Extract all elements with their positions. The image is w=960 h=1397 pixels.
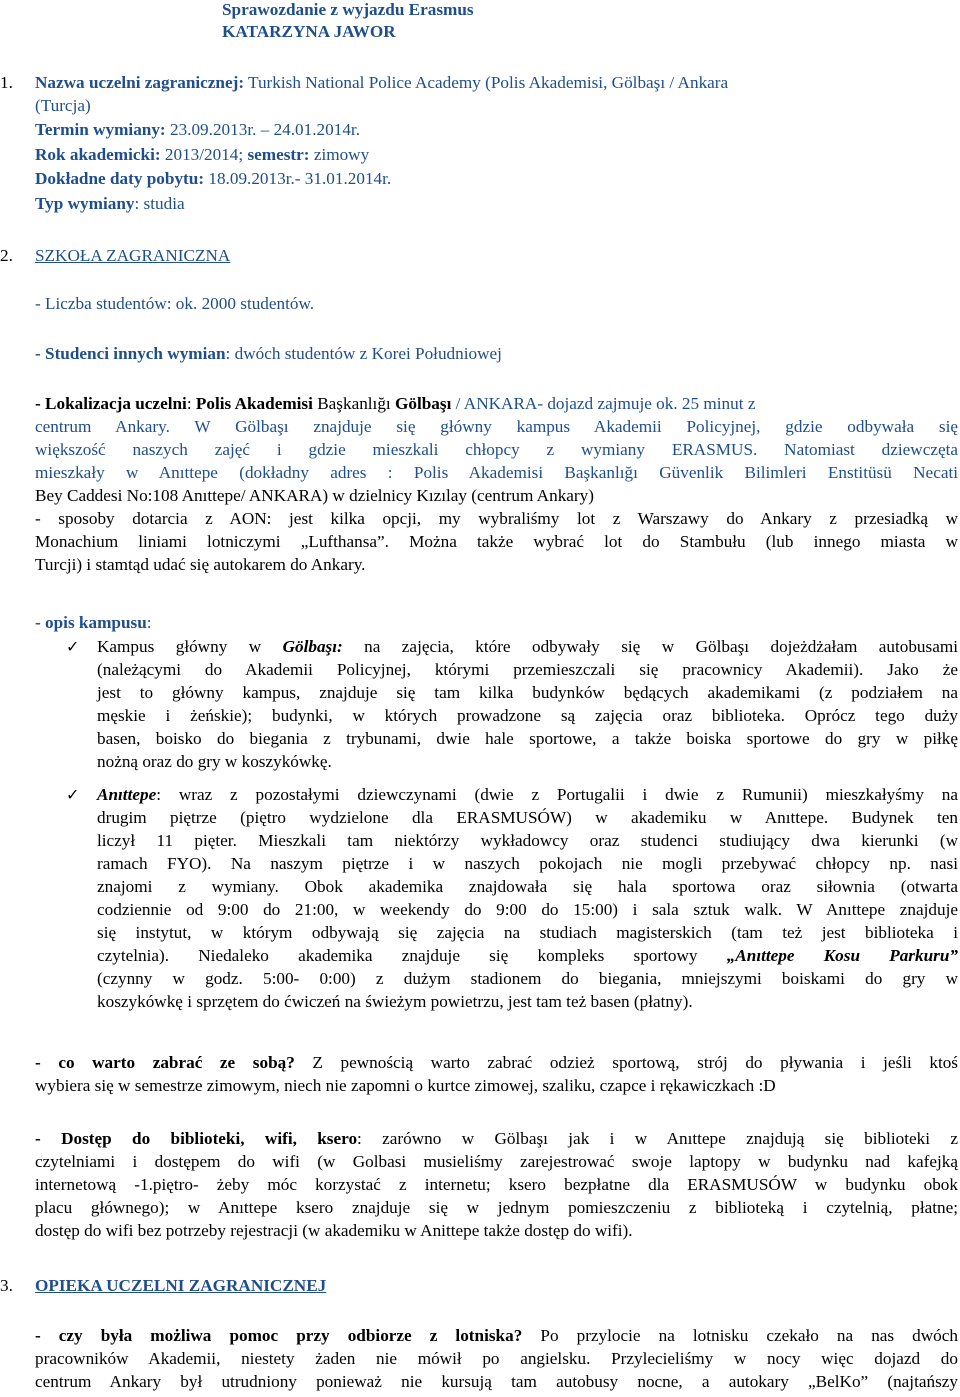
airport-pickup-paragraph: - czy była możliwa pomoc przy odbiorze z lotniska? Po przylocie na lotnisku czekało na nas dwóch pracowników Akademii, niestety żaden nie mówił po angielsku. Przylecieliśmy w nocy więc dojazd do centrum Ankary był utrudniony ponieważ nie kursują tam autobusy nocne, a autokary „BelKo” (najtańszy bbox=[35, 1326, 958, 1391]
author-name: KATARZYNA JAWOR bbox=[222, 22, 396, 41]
bullet-anittepe: Anıttepe: wraz z pozostałymi dziewczynami (dwie z Portugalii i dwie z Rumunii) mieszkałyśmy na drugim piętrze (piętro wydzielone dla ERASMUSÓW) w akademiku w Anıttepe. Budynek ten liczył 11 pięter. Mieszkali tam niektórzy wykładowcy oraz studenci studiujący dwa kierunki (w ramach FYO). Na naszym piętrze i w naszych pokojach nie mogli przebywać chłopcy np. nasi znajomi z wymiany. Obok akademika znajdowała się hala sportowa oraz siłownia (otwarta codziennie od 9:00 do 21:00, w weekendy do 9:00 do 15:00) i sala sztuk walk. W Anıttepe znajduje się instytut, w którym odbywają się zajęcia na studiach magisterskich (tam też jest biblioteka i czytelnia). Niedaleko akademika znajduje się kompleks sportowy „Anıttepe Kosu Parkuru” (czynny w godz. 5:00- 0:00) z dużym stadionem do biegania, mniejszymi boiskami do gry w koszykówkę i sprzętem do ćwiczeń na świeżym powietrzu, jest tam też basen (płatny). bbox=[97, 785, 958, 1011]
checkmark-icon: ✓ bbox=[66, 637, 80, 656]
other-exchange-students: - Studenci innych wymian: dwóch studentów z Korei Południowej bbox=[35, 344, 502, 363]
what-to-bring-paragraph: - co warto zabrać ze sobą? Z pewnością warto zabrać odzież sportową, strój do pływania i jeśli ktoś wybiera się w semestrze zimowym, niech nie zapomni o kurtce zimowej, szaliku, czapce i rękawiczkach :D bbox=[35, 1053, 958, 1095]
section-number: 1. bbox=[0, 73, 13, 92]
bullet-main-campus: Kampus główny w Gölbaşı: na zajęcia, które odbywały się w Gölbaşı dojeżdżałam autobusami (należącymi do Akademii Policyjnej, którymi przemieszczali się pracownicy Akademii). Jako że jest to główny kampus, znajduje się tam kilka budynków będących akademikami (z podziałem na męskie i żeńskie); budynki, w których prowadzone są zajęcia oraz biblioteka. Oprócz tego duży basen, boisko do biegania z trybunami, dwie hale sportowe, a także boiska sportowe do gry w piłkę nożną oraz do gry w koszykówkę. bbox=[97, 637, 958, 771]
university-country: (Turcja) bbox=[35, 96, 91, 115]
location-paragraph: - Lokalizacja uczelni: Polis Akademisi Başkanlığı Gölbaşı / ANKARA- dojazd zajmuje ok. 25 minut z centrum Ankary. W Gölbaşı znajduje się główny kampus Akademii Policyjnej, gdzie odbywała się większość naszych zajęć i gdzie mieszkali chłopcy z wymiany ERASMUS. Natomiast dziewczęta mieszkały w Anıttepe (dokładny adres : Polis Akademisi Başkanlığı Güvenlik Bilimleri Enstitüsü Necati Bey Caddesi No:108 Anıttepe/ ANKARA) w dzielnicy Kızılay (centrum Ankary) - sposoby dotarcia z AON: jest kilka opcji, my wybraliśmy lot z Warszawy do Ankary z przesiadką w Monachium liniami lotniczymi „Lufthansa”. Można także wybrać lot do Stambułu (lub innego miasta w Turcji) i stamtąd udać się autokarem do Ankary. bbox=[35, 394, 958, 574]
exchange-term-line: Termin wymiany: 23.09.2013r. – 24.01.2014r. bbox=[35, 120, 360, 139]
campus-description-label: - opis kampusu: bbox=[35, 613, 152, 632]
stay-dates-line: Dokładne daty pobytu: 18.09.2013r.- 31.01.2014r. bbox=[35, 169, 392, 188]
section-number: 2. bbox=[0, 246, 13, 265]
students-count: - Liczba studentów: ok. 2000 studentów. bbox=[35, 294, 315, 313]
section-title: OPIEKA UCZELNI ZAGRANICZNEJ bbox=[35, 1276, 327, 1295]
academic-year-line: Rok akademicki: 2013/2014; semestr: zimowy bbox=[35, 145, 370, 164]
checkmark-icon: ✓ bbox=[66, 785, 80, 804]
library-wifi-paragraph: - Dostęp do biblioteki, wifi, ksero: zarówno w Gölbaşı jak i w Anıttepe znajdują się biblioteki z czytelniami i dostępem do wifi (w Golbasi musieliśmy zarejestrować swoje laptopy w budynku nad kafejką internetową -1.piętro- żeby móc korzystać z internetu; ksero bezpłatne dla ERASMUSÓW w budynku obok placu głównego); w Anıttepe ksero znajduje się w jednym pomieszczeniu z biblioteką i czytelnią, płatne; dostęp do wifi bez potrzeby rejestracji (w akademiku w Anittepe także dostęp do wifi). bbox=[35, 1129, 958, 1240]
section-number: 3. bbox=[0, 1276, 13, 1295]
document-title: Sprawozdanie z wyjazdu Erasmus bbox=[222, 0, 474, 19]
university-name-line: Nazwa uczelni zagranicznej: Turkish National Police Academy (Polis Akademisi, Gölbaşı / Ankara bbox=[35, 73, 729, 92]
exchange-type-line: Typ wymiany: studia bbox=[35, 194, 185, 213]
section-title: SZKOŁA ZAGRANICZNA bbox=[35, 246, 231, 265]
